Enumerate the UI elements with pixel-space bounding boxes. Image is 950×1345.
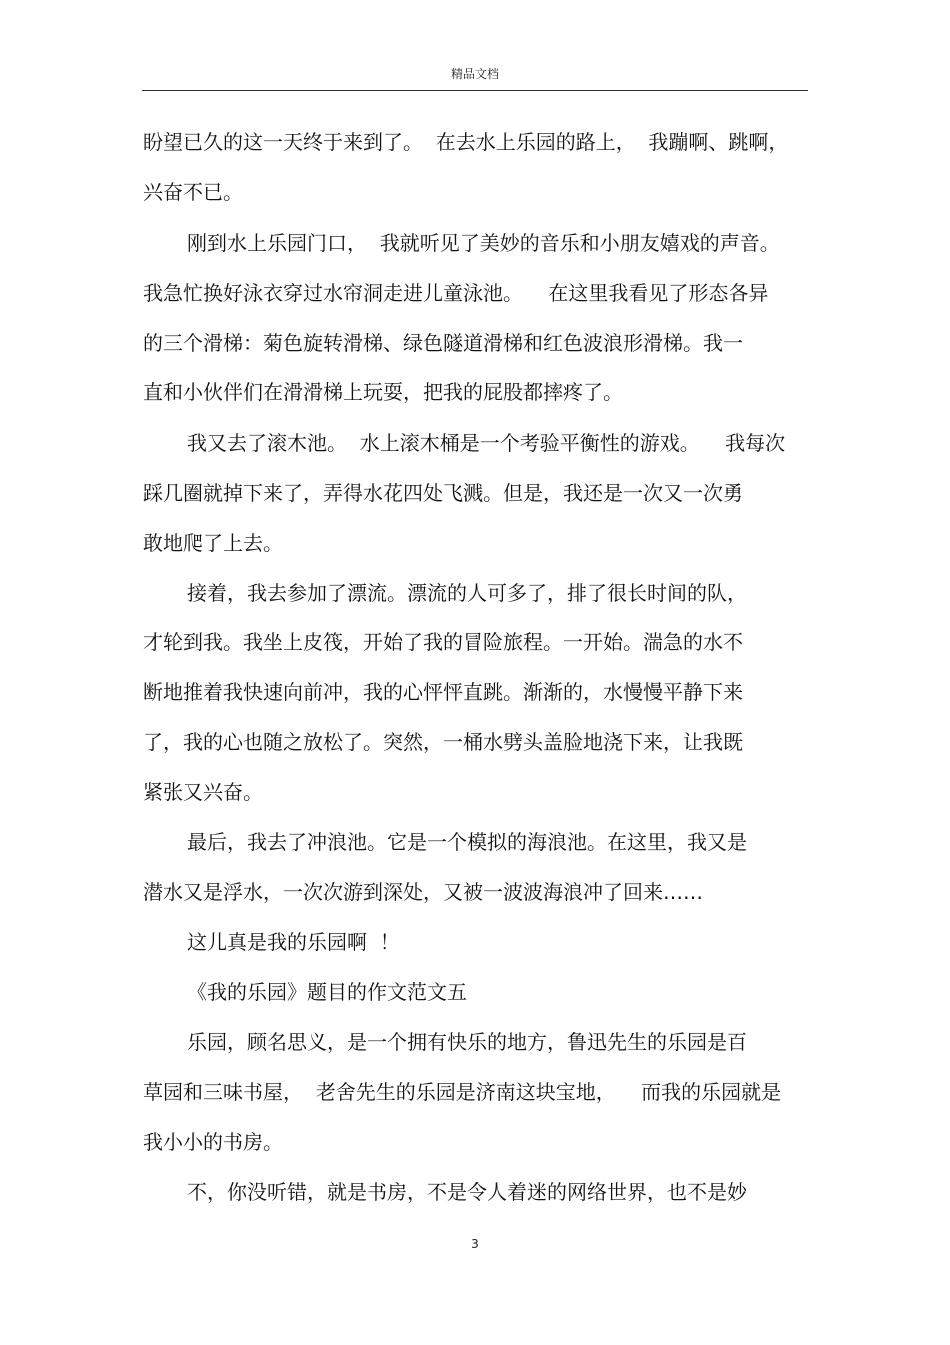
body-line-22: 不，你没听错，就是书房，不是令人着迷的网络世界，也不是妙 [187,1180,747,1204]
body-line-8: 踩几圈就掉下来了，弄得水花四处飞溅。但是，我还是一次又一次勇 [143,481,743,505]
body-line-6: 直和小伙伴们在滑滑梯上玩耍，把我的屁股都摔疼了。 [143,380,623,404]
body-line-15: 最后，我去了冲浪池。它是一个模拟的海浪池。在这里，我又是 [187,830,747,854]
body-line-5: 的三个滑梯：菊色旋转滑梯、绿色隧道滑梯和红色波浪形滑梯。我一 [143,331,743,355]
body-line-10: 接着，我去参加了漂流。漂流的人可多了，排了很长时间的队， [187,581,747,605]
page-header: 精品文档 [450,67,499,81]
body-line-9: 敢地爬了上去。 [143,531,283,555]
section-heading: 《我的乐园》题目的作文范文五 [187,980,467,1004]
body-line-13: 了，我的心也随之放松了。突然，一桶水劈头盖脸地浇下来，让我既 [143,730,743,754]
body-line-11: 才轮到我。我坐上皮筏，开始了我的冒险旅程。一开始。湍急的水不 [143,630,743,654]
body-line-16: 潜水又是浮水，一次次游到深处，又被一波波海浪冲了回来…… [143,880,703,904]
body-line-21: 我小小的书房。 [143,1130,283,1154]
header-divider [142,90,808,91]
body-line-19: 乐园，顾名思义，是一个拥有快乐的地方，鲁迅先生的乐园是百 [187,1030,747,1054]
body-line-3: 刚到水上乐园门口， 我就听见了美妙的音乐和小朋友嬉戏的声音。 [187,231,780,255]
body-line-2: 兴奋不已。 [143,180,243,204]
body-line-1: 盼望已久的这一天终于来到了。 在去水上乐园的路上， 我蹦啊、跳啊， [143,130,789,154]
body-line-20: 草园和三味书屋， 老舍先生的乐园是济南这块宝地， 而我的乐园就是 [143,1080,782,1104]
body-line-14: 紧张又兴奋。 [143,780,263,804]
body-line-7: 我又去了滚木池。 水上滚木桶是一个考验平衡性的游戏。 我每次 [187,431,786,455]
body-line-12: 断地推着我快速向前冲，我的心怦怦直跳。渐渐的，水慢慢平静下来 [143,680,743,704]
body-line-4: 我急忙换好泳衣穿过水帘洞走进儿童泳池。 在这里我看见了形态各异 [143,281,769,305]
body-line-17: 这儿真是我的乐园啊 ！ [187,930,400,954]
page-number: 3 [471,1237,479,1251]
